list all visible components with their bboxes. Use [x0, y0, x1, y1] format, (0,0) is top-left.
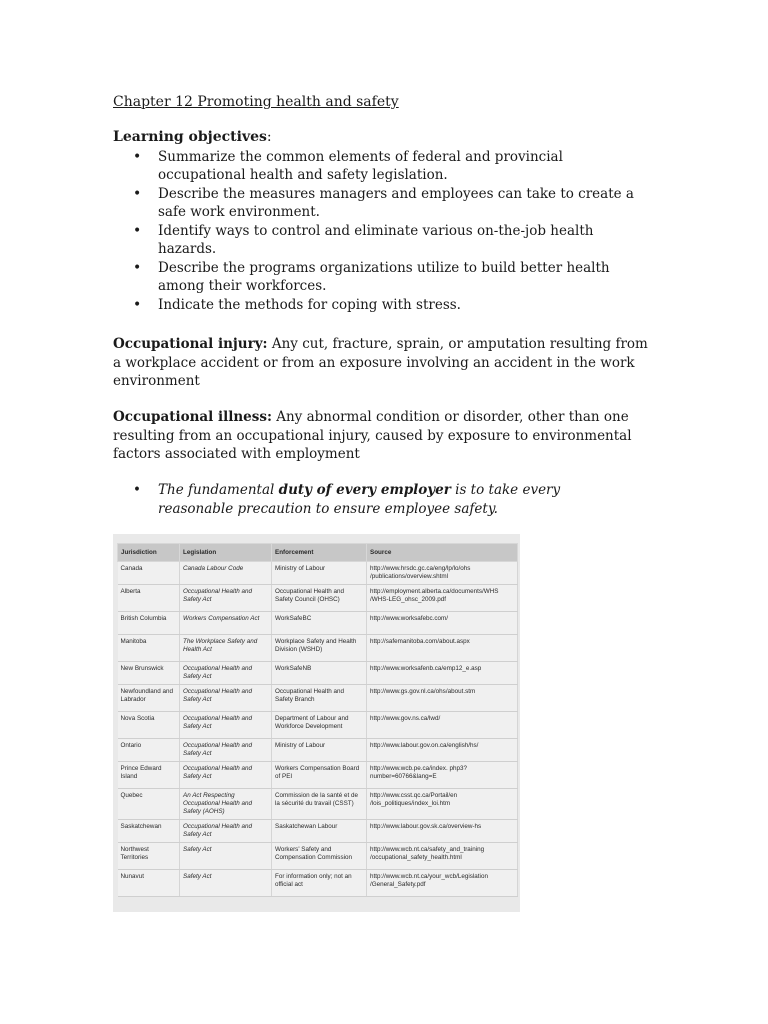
cell-legislation: Occupational Health and Safety Act	[180, 739, 272, 762]
cell-source: http://www.hrsdc.gc.ca/eng/lp/lo/ohs /publications/overview.shtml	[367, 562, 518, 585]
objective-item: • Indicate the methods for coping with stress.	[113, 296, 653, 314]
learning-objectives-colon: :	[266, 129, 272, 145]
cell-enforcement: Department of Labour and Workforce Development	[272, 712, 367, 739]
learning-objectives-label: Learning objectives	[113, 129, 267, 145]
cell-legislation: An Act Respecting Occupational Health and Safety (AOHS)	[180, 789, 272, 820]
cell-jurisdiction: Saskatchewan	[118, 820, 180, 843]
table-row	[118, 612, 518, 635]
cell-legislation: Occupational Health and Safety Act	[180, 712, 272, 739]
cell-jurisdiction: New Brunswick	[118, 662, 180, 685]
definition-text: Any abnormal condition or disorder, other than one resulting from an occupational injury, caused by exposure to environmental factors associated with employment	[113, 409, 632, 462]
cell-jurisdiction: Ontario	[118, 739, 180, 762]
cell-source: http://www.wcb.nt.ca/safety_and_training /occupational_safety_health.html	[367, 843, 518, 870]
cell-legislation: Occupational Health and Safety Act	[180, 685, 272, 712]
cell-jurisdiction: Nunavut	[118, 870, 180, 897]
cell-legislation: Occupational Health and Safety Act	[180, 585, 272, 612]
table-row	[118, 870, 518, 897]
cell-source: http://safemanitoba.com/about.aspx	[367, 635, 518, 662]
cell-enforcement: WorkSafeBC	[272, 612, 367, 635]
column-header-enforcement: Enforcement	[272, 544, 367, 562]
table-row	[118, 562, 518, 585]
definition-term: Occupational injury:	[113, 336, 268, 352]
legislation-table	[117, 543, 518, 897]
objective-item: • Describe the measures managers and employees can take to create a safe work environment.	[113, 185, 653, 221]
duty-text-before: The fundamental	[158, 482, 279, 498]
cell-enforcement: For information only; not an official act	[272, 870, 367, 897]
table-row	[118, 662, 518, 685]
cell-legislation: Workers Compensation Act	[180, 612, 272, 635]
cell-enforcement: Workers' Safety and Compensation Commission	[272, 843, 367, 870]
legislation-table-image	[113, 534, 520, 912]
cell-jurisdiction: Quebec	[118, 789, 180, 820]
table-row	[118, 789, 518, 820]
objective-item: • Identify ways to control and eliminate various on-the-job health hazards.	[113, 222, 653, 258]
cell-enforcement: Saskatchewan Labour	[272, 820, 367, 843]
definition-occupational-illness	[113, 408, 658, 464]
objective-item: • Summarize the common elements of federal and provincial occupational health and safety legislation.	[113, 148, 653, 184]
table-row	[118, 712, 518, 739]
table-row	[118, 635, 518, 662]
duty-text-after: is to take every reasonable precaution to ensure employee safety.	[158, 482, 561, 517]
cell-source: http://www.wcb.pe.ca/index. php3?number=60766&lang=E	[367, 762, 518, 789]
objective-item: • Describe the programs organizations utilize to build better health among their workforces.	[113, 259, 653, 295]
table-row	[118, 739, 518, 762]
learning-objectives-list	[113, 148, 653, 315]
cell-legislation: Occupational Health and Safety Act	[180, 662, 272, 685]
cell-enforcement: Ministry of Labour	[272, 562, 367, 585]
cell-enforcement: Workers Compensation Board of PEI	[272, 762, 367, 789]
cell-jurisdiction: Alberta	[118, 585, 180, 612]
cell-source: http://employment.alberta.ca/documents/WHS /WHS-LEG_ohsc_2009.pdf	[367, 585, 518, 612]
cell-jurisdiction: Prince Edward Island	[118, 762, 180, 789]
cell-jurisdiction: British Columbia	[118, 612, 180, 635]
cell-source: http://www.worksafenb.ca/emp12_e.asp	[367, 662, 518, 685]
cell-source: http://www.gs.gov.nl.ca/ohs/about.stm	[367, 685, 518, 712]
cell-jurisdiction: Manitoba	[118, 635, 180, 662]
cell-legislation: The Workplace Safety and Health Act	[180, 635, 272, 662]
duty-emphasis: duty of every employer	[278, 482, 451, 498]
cell-legislation: Occupational Health and Safety Act	[180, 820, 272, 843]
definition-term: Occupational illness:	[113, 409, 272, 425]
definition-occupational-injury	[113, 335, 658, 391]
cell-enforcement: Occupational Health and Safety Council (OHSC)	[272, 585, 367, 612]
cell-source: http://www.wcb.nt.ca/your_wcb/Legislation /General_Safety.pdf	[367, 870, 518, 897]
employer-duty-note	[113, 481, 633, 519]
cell-enforcement: WorkSafeNB	[272, 662, 367, 685]
cell-jurisdiction: Newfoundland and Labrador	[118, 685, 180, 712]
table-row	[118, 820, 518, 843]
cell-legislation: Occupational Health and Safety Act	[180, 762, 272, 789]
cell-enforcement: Workplace Safety and Health Division (WSHD)	[272, 635, 367, 662]
cell-legislation: Canada Labour Code	[180, 562, 272, 585]
cell-source: http://www.labour.gov.on.ca/english/hs/	[367, 739, 518, 762]
cell-enforcement: Occupational Health and Safety Branch	[272, 685, 367, 712]
table-row	[118, 843, 518, 870]
table-header-row	[118, 544, 518, 562]
table-row	[118, 762, 518, 789]
cell-jurisdiction: Nova Scotia	[118, 712, 180, 739]
table-row	[118, 685, 518, 712]
cell-legislation: Safety Act	[180, 843, 272, 870]
cell-jurisdiction: Northwest Territories	[118, 843, 180, 870]
cell-source: http://www.csst.qc.ca/Portail/en /lois_politiques/index_loi.htm	[367, 789, 518, 820]
column-header-source: Source	[367, 544, 518, 562]
cell-source: http://www.worksafebc.com/	[367, 612, 518, 635]
cell-enforcement: Ministry of Labour	[272, 739, 367, 762]
column-header-legislation: Legislation	[180, 544, 272, 562]
chapter-title: Chapter 12 Promoting health and safety	[113, 94, 399, 110]
cell-source: http://www.gov.ns.ca/lwd/	[367, 712, 518, 739]
cell-jurisdiction: Canada	[118, 562, 180, 585]
table-body	[118, 562, 518, 897]
definition-text: Any cut, fracture, sprain, or amputation resulting from a workplace accident or from an exposure involving an accident in the work environment	[113, 336, 648, 389]
learning-objectives-heading	[113, 129, 272, 145]
cell-source: http://www.labour.gov.sk.ca/overview-hs	[367, 820, 518, 843]
table-row	[118, 585, 518, 612]
cell-enforcement: Commission de la santé et de la sécurité du travail (CSST)	[272, 789, 367, 820]
column-header-jurisdiction: Jurisdiction	[118, 544, 180, 562]
cell-legislation: Safety Act	[180, 870, 272, 897]
